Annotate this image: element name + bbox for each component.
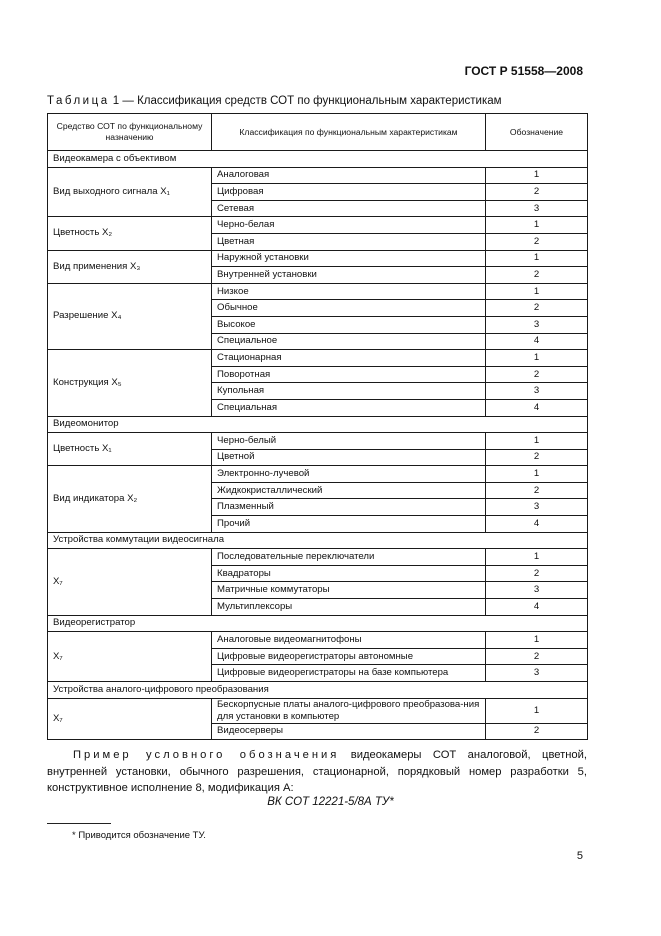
- column-header-classification: Классификация по функциональным характеристикам: [212, 114, 486, 151]
- feature-name: Вид применения X₃: [48, 250, 212, 283]
- classification-value: Последовательные переключатели: [212, 549, 486, 566]
- classification-value: Обычное: [212, 300, 486, 317]
- designation-code: 2: [486, 233, 588, 250]
- table-row: [48, 632, 588, 649]
- classification-value: Цветная: [212, 233, 486, 250]
- table-row: [48, 217, 588, 234]
- feature-name: Разрешение X₄: [48, 283, 212, 349]
- classification-value: Цветной: [212, 449, 486, 466]
- group-title: Устройства аналого-цифрового преобразования: [48, 682, 588, 699]
- feature-name: X₇: [48, 698, 212, 740]
- classification-value: Матричные коммутаторы: [212, 582, 486, 599]
- feature-name: X₇: [48, 632, 212, 682]
- designation-code: 1: [486, 217, 588, 234]
- designation-code: 2: [486, 723, 588, 740]
- classification-value: Черно-белая: [212, 217, 486, 234]
- classification-value: Цифровая: [212, 184, 486, 201]
- classification-value: Специальная: [212, 399, 486, 416]
- designation-code: 2: [486, 565, 588, 582]
- feature-name: X₇: [48, 549, 212, 615]
- designation-code: 3: [486, 200, 588, 217]
- classification-value: Видеосерверы: [212, 723, 486, 740]
- classification-value: Купольная: [212, 383, 486, 400]
- table-body: [48, 151, 588, 740]
- table-row: [48, 350, 588, 367]
- classification-table: [47, 113, 588, 740]
- designation-code: 3: [486, 665, 588, 682]
- classification-value: Наружной установки: [212, 250, 486, 267]
- classification-value: Аналоговые видеомагнитофоны: [212, 632, 486, 649]
- designation-code: 1: [486, 466, 588, 483]
- designation-code: 1: [486, 250, 588, 267]
- example-text: видеокамеры СОТ аналоговой, цветной, внутренней установки, обычного разрешения, стационарной, порядковый номер разработки 5, конструктивное исполнение 8, модификация А:: [47, 749, 587, 794]
- example-designation: ВК СОТ 12221-5/8А ТУ*: [267, 796, 394, 808]
- classification-value: Бескорпусные платы аналого-цифрового преобразова-ния для установки в компьютер: [212, 698, 486, 723]
- classification-value: Аналоговая: [212, 167, 486, 184]
- group-title: Видеокамера с объективом: [48, 151, 588, 168]
- group-title: Видеомонитор: [48, 416, 588, 433]
- designation-code: 3: [486, 499, 588, 516]
- group-row: [48, 682, 588, 699]
- group-row: [48, 532, 588, 549]
- classification-value: Высокое: [212, 316, 486, 333]
- standard-number: ГОСТ Р 51558—2008: [464, 64, 583, 78]
- classification-value: Цифровые видеорегистраторы автономные: [212, 648, 486, 665]
- classification-value: Внутренней установки: [212, 267, 486, 284]
- footnote: * Приводится обозначение ТУ.: [72, 830, 206, 841]
- designation-code: 4: [486, 599, 588, 616]
- footnote-divider: [47, 823, 111, 824]
- table-row: [48, 698, 588, 723]
- feature-name: Конструкция X₅: [48, 350, 212, 416]
- designation-code: 4: [486, 399, 588, 416]
- group-row: [48, 615, 588, 632]
- group-title: Видеорегистратор: [48, 615, 588, 632]
- designation-code: 4: [486, 516, 588, 533]
- designation-code: 3: [486, 316, 588, 333]
- classification-value: Мультиплексоры: [212, 599, 486, 616]
- classification-value: Поворотная: [212, 366, 486, 383]
- classification-value: Черно-белый: [212, 433, 486, 450]
- table-row: [48, 466, 588, 483]
- table-row: [48, 549, 588, 566]
- classification-value: Квадраторы: [212, 565, 486, 582]
- table-header-row: [48, 114, 588, 151]
- column-header-tool: Средство СОТ по функциональному назначению: [48, 114, 212, 151]
- designation-code: 2: [486, 267, 588, 284]
- designation-code: 4: [486, 333, 588, 350]
- feature-name: Цветность X₁: [48, 433, 212, 466]
- classification-value: Сетевая: [212, 200, 486, 217]
- group-title: Устройства коммутации видеосигнала: [48, 532, 588, 549]
- example-lead: Пример условного обозначения: [73, 749, 340, 761]
- table-row: [48, 283, 588, 300]
- designation-code: 1: [486, 632, 588, 649]
- designation-code: 1: [486, 283, 588, 300]
- designation-code: 1: [486, 433, 588, 450]
- example-paragraph: [47, 747, 587, 797]
- designation-code: 3: [486, 582, 588, 599]
- table-row: [48, 433, 588, 450]
- designation-code: 2: [486, 184, 588, 201]
- classification-value: Цифровые видеорегистраторы на базе компьютера: [212, 665, 486, 682]
- designation-code: 1: [486, 698, 588, 723]
- feature-name: Вид индикатора X₂: [48, 466, 212, 532]
- feature-name: Вид выходного сигнала X₁: [48, 167, 212, 217]
- designation-code: 1: [486, 549, 588, 566]
- classification-value: Низкое: [212, 283, 486, 300]
- table-row: [48, 167, 588, 184]
- group-row: [48, 151, 588, 168]
- designation-code: 1: [486, 167, 588, 184]
- classification-value: Жидкокристаллический: [212, 482, 486, 499]
- classification-value: Специальное: [212, 333, 486, 350]
- classification-value: Электронно-лучевой: [212, 466, 486, 483]
- designation-code: 1: [486, 350, 588, 367]
- designation-code: 3: [486, 383, 588, 400]
- designation-code: 2: [486, 648, 588, 665]
- table-caption: [47, 95, 502, 107]
- designation-code: 2: [486, 300, 588, 317]
- table-caption-label: Таблица: [47, 95, 110, 107]
- classification-value: Стационарная: [212, 350, 486, 367]
- classification-value: Плазменный: [212, 499, 486, 516]
- designation-code: 2: [486, 449, 588, 466]
- classification-value: Прочий: [212, 516, 486, 533]
- table-row: [48, 250, 588, 267]
- group-row: [48, 416, 588, 433]
- designation-code: 2: [486, 366, 588, 383]
- designation-code: 2: [486, 482, 588, 499]
- page-number: 5: [576, 850, 583, 862]
- feature-name: Цветность X₂: [48, 217, 212, 250]
- table-caption-text: 1 — Классификация средств СОТ по функциональным характеристикам: [109, 95, 502, 107]
- column-header-code: Обозначение: [486, 114, 588, 151]
